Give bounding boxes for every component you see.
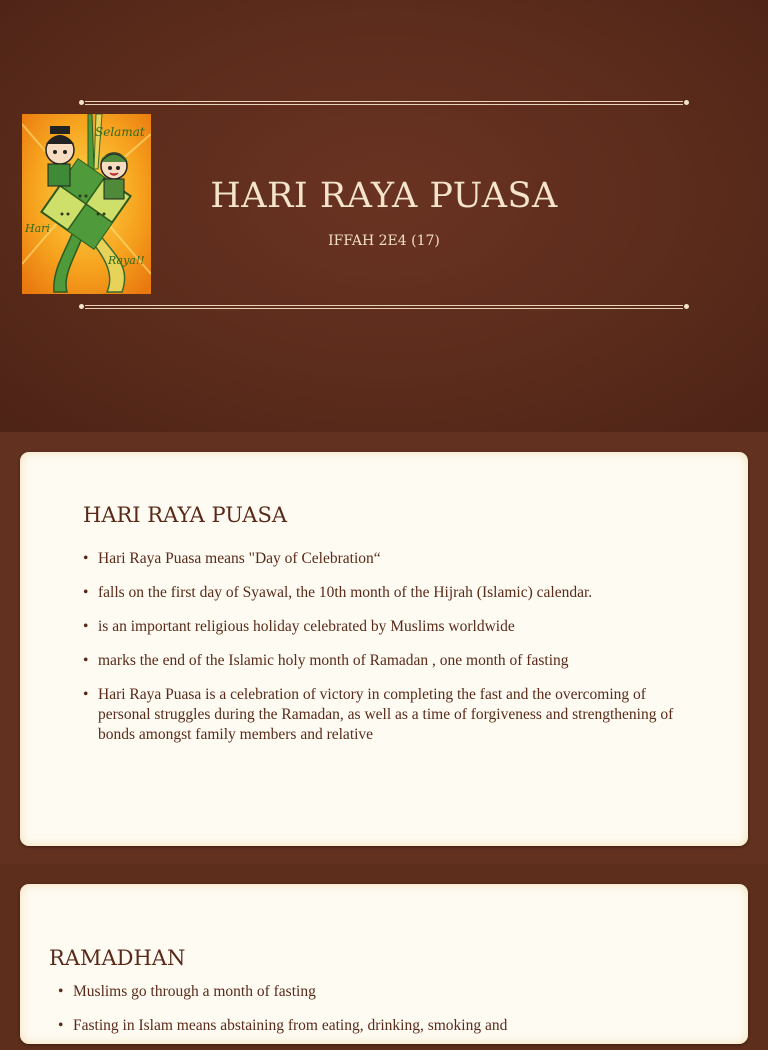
slide-subtitle: IFFAH 2E4 (17) [328, 233, 440, 249]
section-heading-hari-raya: HARI RAYA PUASA [83, 503, 287, 527]
thumb-text-raya: Raya!! [108, 254, 145, 267]
bullet-item: • falls on the first day of Syawal, the 10th month of the Hijrah (Islamic) calendar. [83, 583, 683, 603]
bullet-item: • Hari Raya Puasa means "Day of Celebration“ [83, 549, 683, 569]
bullet-item: • Fasting in Islam means abstaining from eating, drinking, smoking and [58, 1016, 718, 1036]
thumb-text-hari: Hari [25, 222, 50, 235]
ketupat-cartoon-image [22, 114, 151, 294]
bullet-item: • marks the end of the Islamic holy month of Ramadan , one month of fasting [83, 651, 683, 671]
bottom-rule [79, 304, 689, 310]
title-slide [0, 0, 768, 432]
section-heading-ramadhan: RAMADHAN [49, 946, 186, 970]
thumb-text-selamat: Selamat [95, 125, 145, 139]
hari-raya-illustration [22, 114, 151, 294]
slide-title: HARI RAYA PUASA [210, 176, 558, 216]
bullet-item: • Muslims go through a month of fasting [58, 982, 718, 1002]
bullet-list-2 [58, 982, 718, 1050]
bullet-list-1 [83, 549, 683, 759]
bullet-item: • is an important religious holiday celebrated by Muslims worldwide [83, 617, 683, 637]
bullet-item: • Hari Raya Puasa is a celebration of victory in completing the fast and the overcoming of personal struggles during the Ramadan, as well as a time of forgiveness and strengthening of bonds amongst family members and relative [83, 685, 683, 745]
top-rule [79, 100, 689, 106]
